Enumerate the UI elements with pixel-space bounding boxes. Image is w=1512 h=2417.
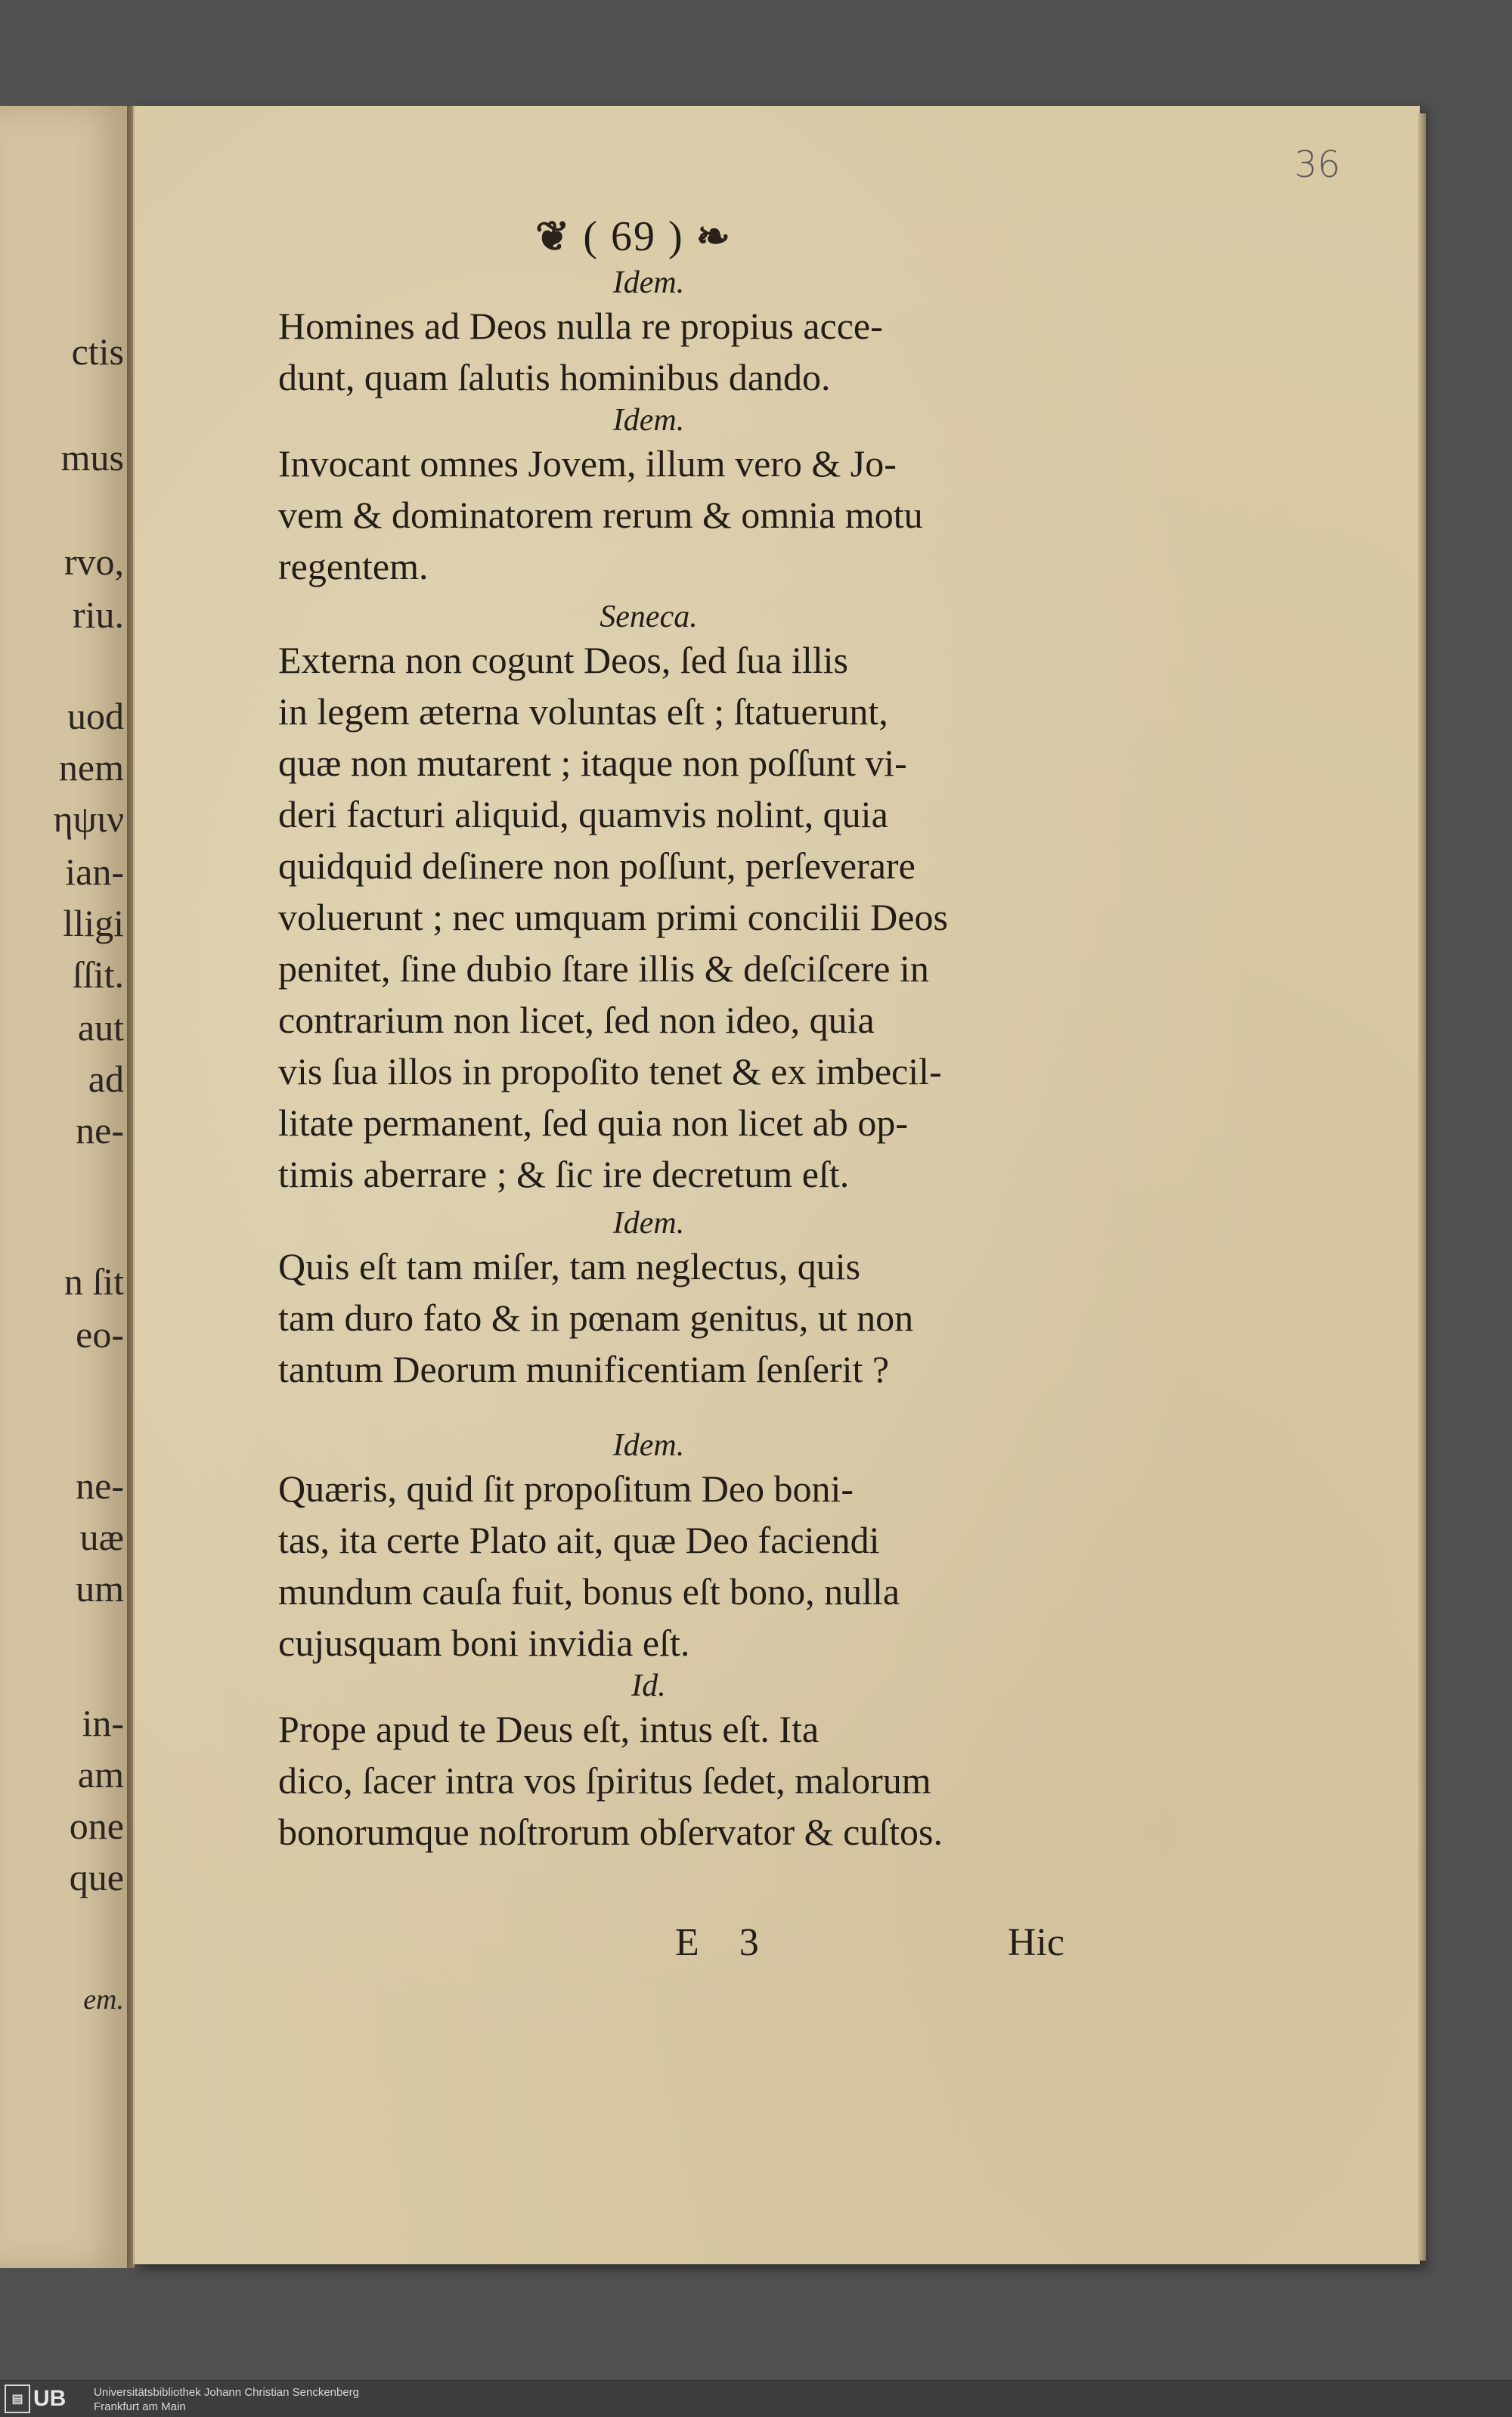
text-line: cujusquam boni invidia eſt. <box>278 1622 690 1664</box>
text-line: bonorumque noſtrorum obſervator & cuſtos. <box>278 1811 943 1853</box>
left-page-fragment: eo- <box>76 1313 124 1356</box>
text-line: deri facturi aliquid, quamvis nolint, quia <box>278 793 888 835</box>
section-text <box>233 1463 1064 1669</box>
text-line: vis ſua illos in propoſito tenet & ex imbecil- <box>278 1050 942 1092</box>
left-page-fragment: ctis <box>71 330 124 373</box>
left-page-fragment: que <box>69 1856 124 1898</box>
left-page-fragment: nem <box>58 746 124 789</box>
text-line: dunt, quam ſalutis hominibus dando. <box>278 356 831 398</box>
text-line: litate permanent, ſed quia non licet ab op- <box>278 1102 909 1144</box>
section-text <box>233 438 1064 592</box>
left-page-fragment: em. <box>83 1984 124 2016</box>
catchword: Hic <box>1007 1921 1064 1964</box>
text-line: voluerunt ; nec umquam primi concilii Deos <box>278 896 948 938</box>
section-text <box>233 1241 1064 1395</box>
page-text <box>233 208 1064 1858</box>
left-page-fragment: mus <box>60 436 124 479</box>
text-line: regentem. <box>278 545 429 587</box>
text-line: mundum cauſa fuit, bonus eſt bono, nulla <box>278 1570 900 1613</box>
left-page-fragment: ian- <box>65 851 124 893</box>
left-page-fragment: aut <box>77 1006 124 1049</box>
text-line: vem & dominatorem rerum & omnia motu <box>278 494 923 536</box>
text-line: dico, ſacer intra vos ſpiritus ſedet, malorum <box>278 1759 931 1802</box>
text-line: tas, ita certe Plato ait, quæ Deo faciendi <box>278 1519 880 1561</box>
text-line: Externa non cogunt Deos, ſed ſua illis <box>278 639 849 681</box>
section-heading: Idem. <box>612 265 685 300</box>
text-line: Quæris, quid ſit propoſitum Deo boni- <box>278 1467 854 1510</box>
left-page-fragment: uæ <box>79 1516 124 1558</box>
left-page-fragment: rvo, <box>64 541 124 583</box>
left-page-fragment: one <box>69 1805 124 1847</box>
section-heading: Id. <box>631 1669 666 1703</box>
page-number: ( 69 ) <box>583 213 684 260</box>
section-heading: Idem. <box>612 403 685 438</box>
library-name: Universitätsbibliothek Johann Christian Senckenberg <box>94 2386 360 2399</box>
left-page-fragment: riu. <box>72 593 124 636</box>
running-header <box>203 208 1064 265</box>
text-line: Quis eſt tam miſer, tam neglectus, quis <box>278 1245 861 1288</box>
library-credit-bar <box>0 2380 1512 2417</box>
text-line: quidquid deſinere non poſſunt, perſeverare <box>278 844 916 887</box>
left-page-fragment: n ſit <box>64 1260 124 1303</box>
text-line: contrarium non licet, ſed non ideo, quia <box>278 999 875 1041</box>
left-page-fragment: ne- <box>76 1464 124 1507</box>
text-line: penitet, ſine dubio ſtare illis & deſciſcere in <box>278 947 929 990</box>
left-page-fragment: ad <box>88 1058 124 1100</box>
signature-mark: E 3 <box>675 1921 774 1964</box>
section-text <box>233 1703 1064 1858</box>
left-page-fragment: uod <box>67 695 124 737</box>
ornament-right-icon: ❧ <box>696 214 732 259</box>
text-line: Prope apud te Deus eſt, intus eſt. Ita <box>278 1708 820 1750</box>
pencil-folio-number: 36 <box>1294 144 1341 186</box>
left-page-fragment: ne- <box>76 1109 124 1151</box>
section-heading: Idem. <box>612 1428 685 1463</box>
left-page-fragment: ſſit. <box>72 953 124 996</box>
text-line: Invocant omnes Jovem, illum vero & Jo- <box>278 442 897 485</box>
section-text <box>233 634 1064 1200</box>
library-logo <box>5 2385 66 2412</box>
text-line: Homines ad Deos nulla re propius acce- <box>278 305 883 347</box>
page-edge <box>1418 113 1426 2261</box>
library-logo-text: UB <box>33 2386 67 2411</box>
text-line: timis aberrare ; & ſic ire decretum eſt. <box>278 1153 850 1195</box>
section-text <box>233 300 1064 403</box>
page-footer <box>233 1920 1064 1973</box>
left-page-fragment: lligi <box>63 902 124 944</box>
text-line: in legem æterna voluntas eſt ; ſtatuerunt, <box>278 690 888 733</box>
library-city: Frankfurt am Main <box>94 2400 186 2413</box>
left-page-fragment: um <box>76 1567 124 1610</box>
library-logo-icon: ▤ <box>5 2384 30 2413</box>
text-line: tam duro fato & in pœnam genitus, ut non <box>278 1297 914 1339</box>
text-line: tantum Deorum munificentiam ſenſerit ? <box>278 1348 890 1390</box>
text-line: quæ non mutarent ; itaque non poſſunt vi- <box>278 742 907 784</box>
ornament-left-icon: ❦ <box>535 214 572 259</box>
left-facing-page <box>0 106 132 2268</box>
section-heading: Idem. <box>612 1206 685 1241</box>
library-credit-text <box>94 2385 359 2414</box>
section-heading: Seneca. <box>600 600 698 634</box>
left-page-fragment: ηψιν <box>53 798 124 840</box>
left-page-fragment: in- <box>82 1702 124 1744</box>
left-page-fragment: am <box>77 1753 124 1796</box>
